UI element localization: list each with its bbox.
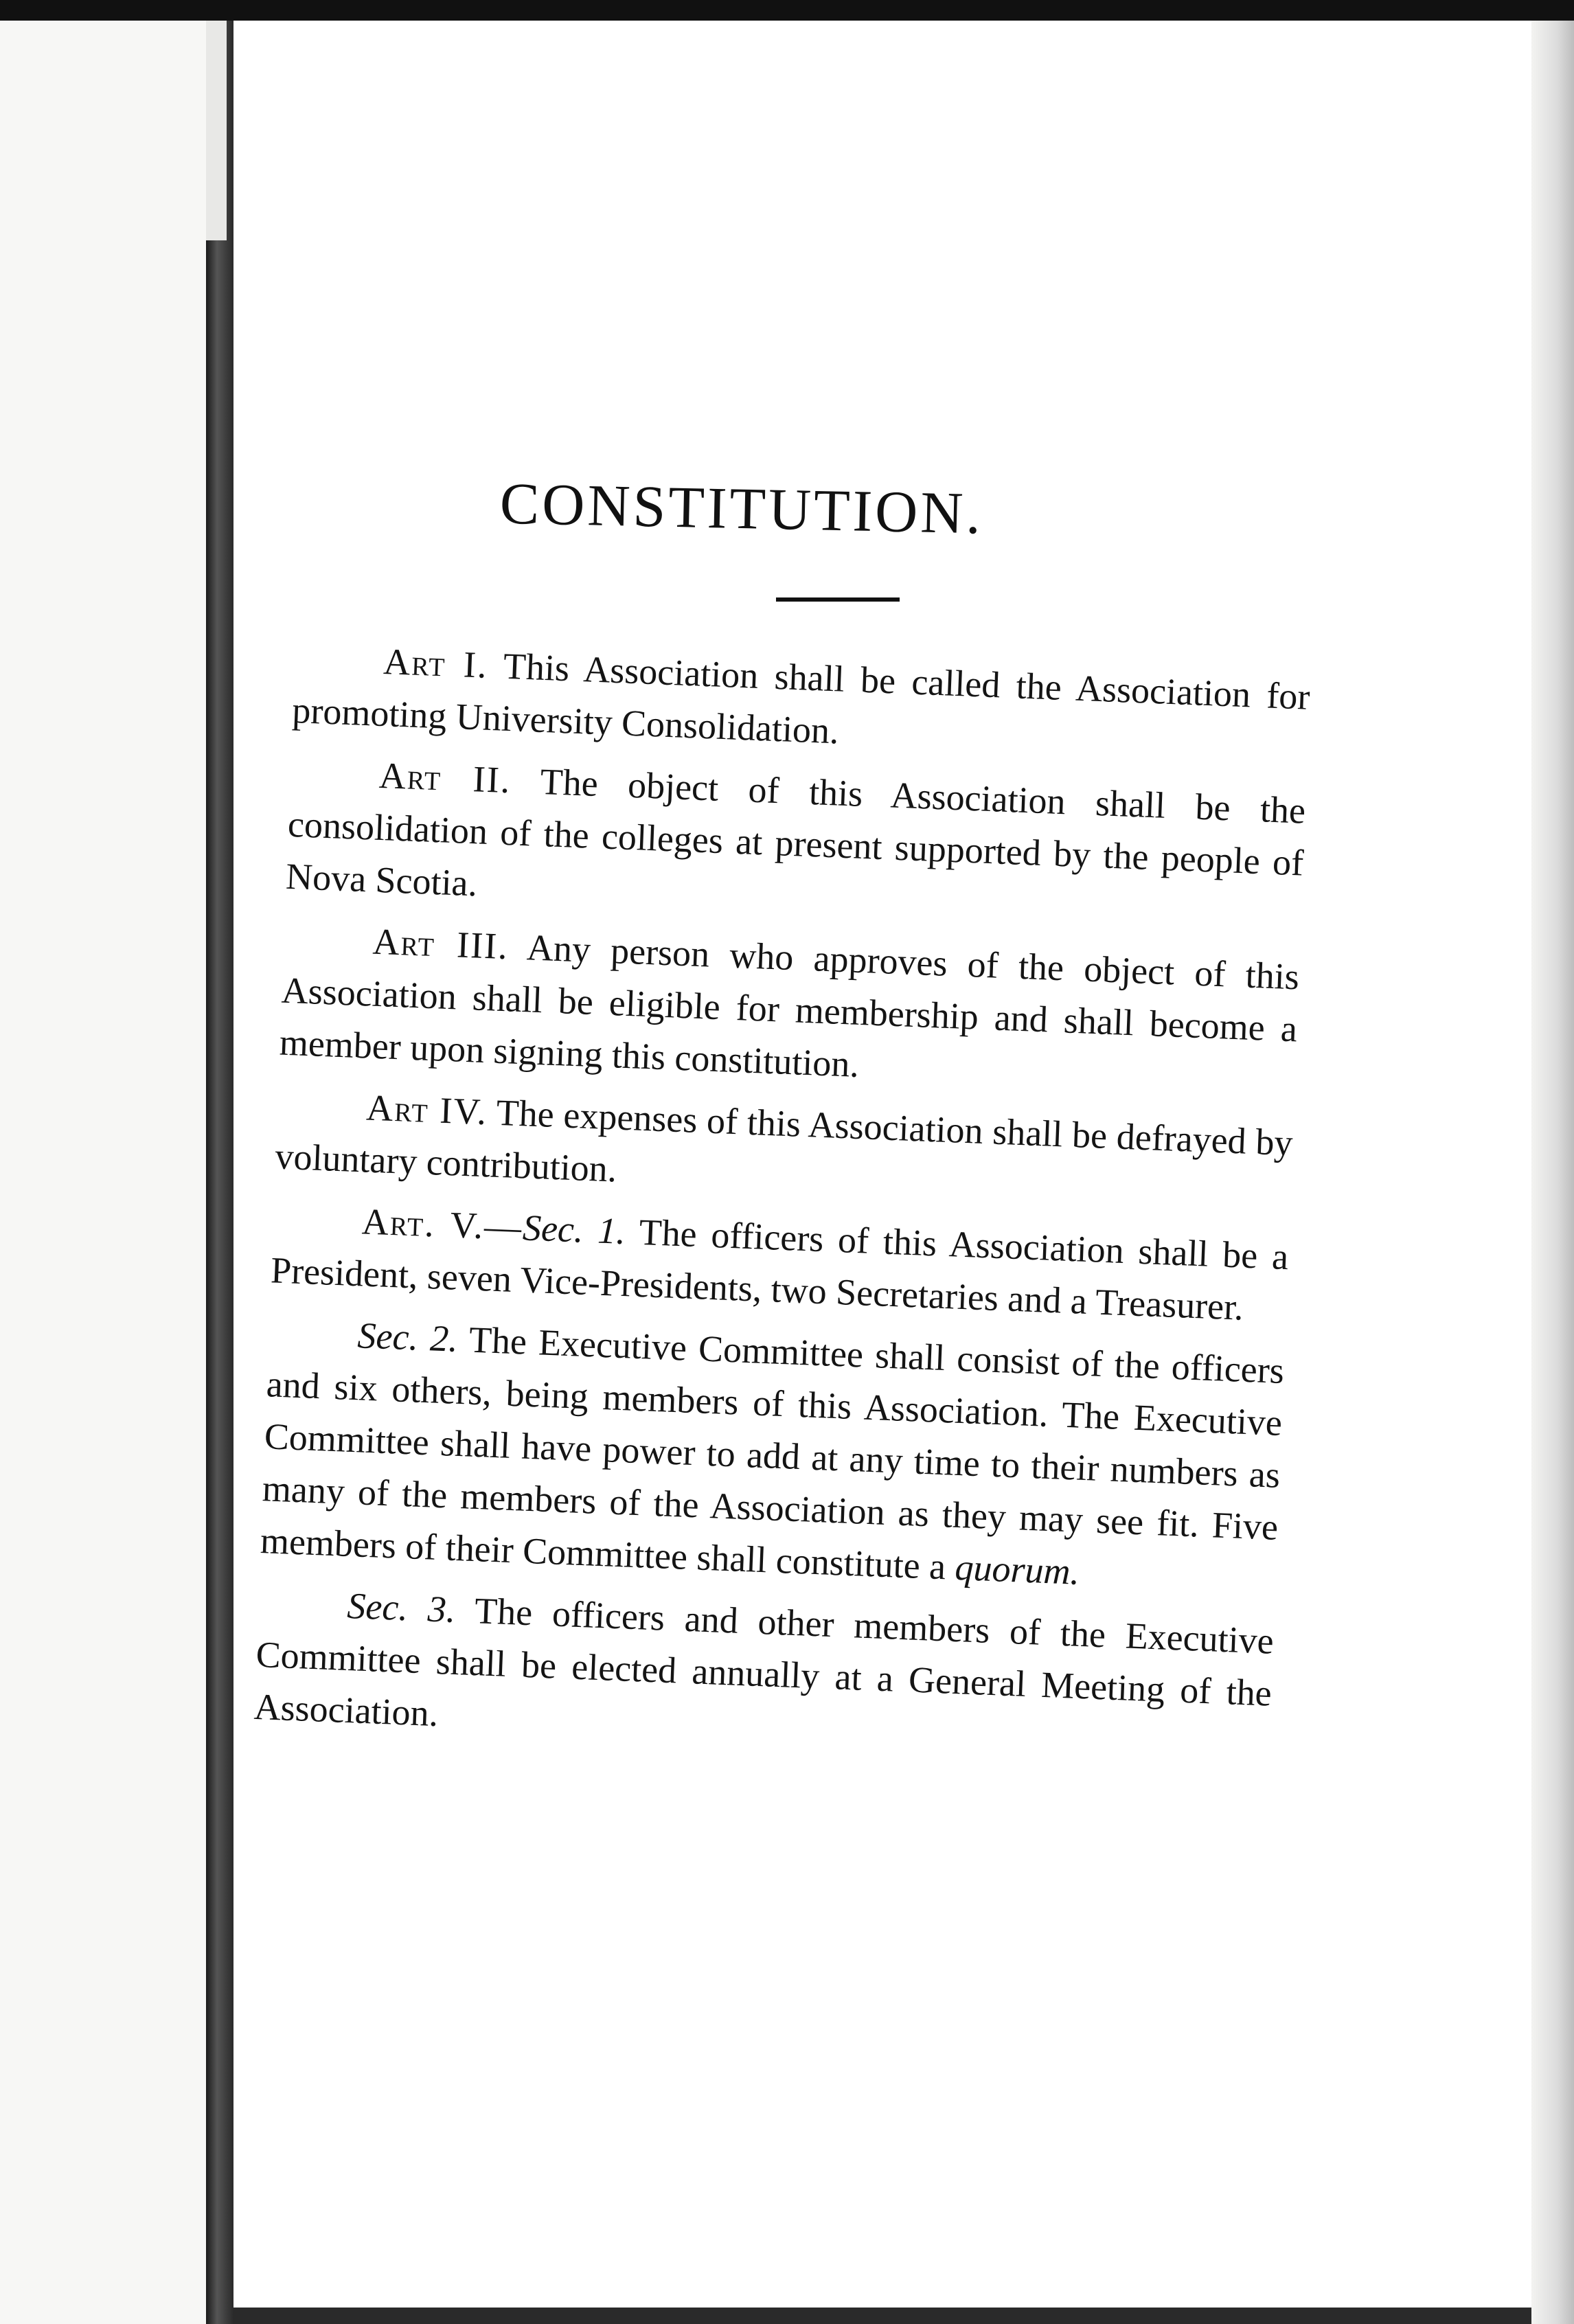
- article-label: Art I.: [383, 640, 489, 686]
- scan-top-edge: [0, 0, 1574, 21]
- quorum-term: quorum.: [954, 1546, 1081, 1593]
- article-text: Any person who approves of the object of this Association shall be eligible for membership and shall become a member upon signing this constitution.: [278, 926, 1300, 1085]
- article-text: The object of this Association shall be the consolidation of the colleges at present supported by the people of Nova Scotia.: [285, 760, 1307, 904]
- section-2: [260, 1306, 1285, 1606]
- facing-page: [0, 21, 206, 2324]
- article-3: [279, 912, 1301, 1108]
- section-label: Sec. 2.: [356, 1314, 459, 1360]
- section-text: The Executive Committee shall consist of the officers and six others, being members of this Association. The Executive Committee shall have power to add at any time to their numbers as many of the members of the Association as they may see fit. Five members of their Committee shall constitute a: [260, 1319, 1285, 1588]
- article-label: Art III.: [372, 920, 510, 968]
- section-text: The officers and other members of the Executive Committee shall be elected annually at a General Meeting of the Association.: [253, 1590, 1275, 1735]
- binding-gutter-highlight: [206, 21, 227, 240]
- title-divider: [776, 597, 900, 602]
- constitution-body: [253, 632, 1311, 1781]
- section-3: [253, 1576, 1275, 1772]
- section-label: Sec. 3.: [346, 1584, 457, 1630]
- article-text: The officers of this Association shall be a President, seven Vice-Presidents, two Secretaries and a Treasurer.: [270, 1211, 1290, 1328]
- binding-gutter: [206, 21, 233, 2324]
- page-right-edge: [1531, 21, 1574, 2324]
- article-text: This Association shall be called the Association for promoting University Consolidation.: [291, 645, 1311, 752]
- page-title: CONSTITUTION.: [499, 470, 984, 547]
- article-text: The expenses of this Association shall be defrayed by voluntary contribution.: [274, 1091, 1294, 1190]
- article-label: Art. V.—: [361, 1200, 524, 1249]
- article-label: Art II.: [378, 754, 512, 801]
- article-2: [285, 746, 1307, 942]
- article-label: Art IV.: [365, 1086, 489, 1133]
- section-label: Sec. 1.: [522, 1207, 627, 1253]
